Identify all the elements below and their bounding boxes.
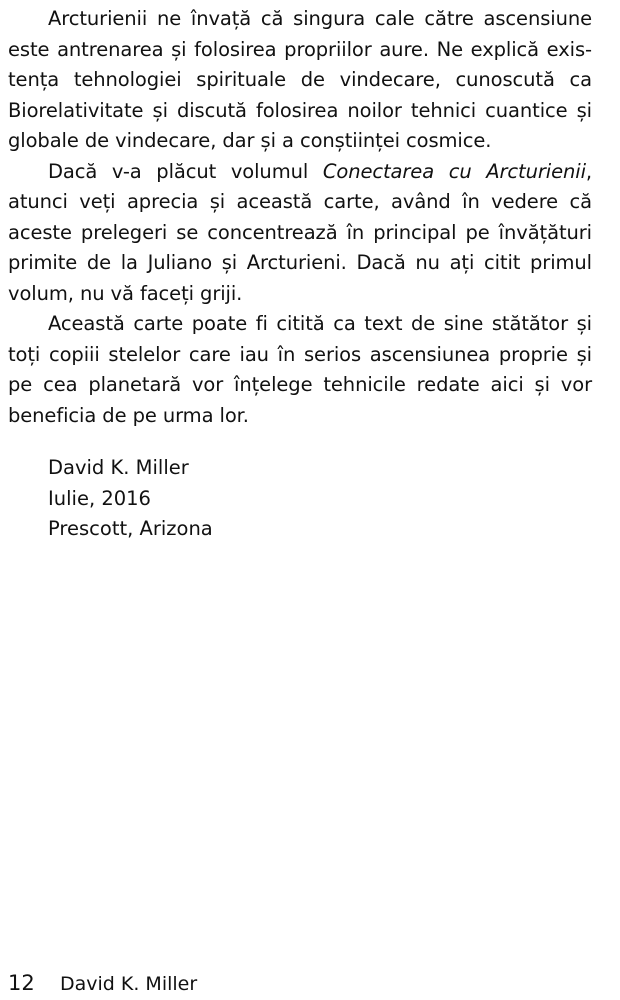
paragraph-2 — [8, 157, 592, 310]
text-line: aceste prelegeri se concentrează în principal pe învățături — [8, 220, 592, 244]
text-line: toți copiii stelelor care iau în serios ascensiunea proprie și — [8, 342, 592, 366]
text-line: primite de la Juliano și Arcturieni. Dacă nu ați citit primul — [8, 251, 592, 274]
text-line: pe cea planetară vor înțelege tehnicile redate aici și vor — [8, 373, 592, 396]
book-title: Conectarea cu Arcturienii — [322, 159, 586, 183]
signature-name: David K. Miller — [48, 456, 189, 479]
text-line: atunci veți aprecia și această carte, având în vedere că — [8, 190, 592, 213]
text-line: beneficia de pe urma lor. — [8, 403, 249, 427]
running-footer-author: David K. Miller — [60, 973, 198, 995]
text-line: Această carte poate fi citită ca text de sine stătător și — [48, 312, 592, 335]
signature-date: Iulie, 2016 — [48, 486, 151, 510]
signature-place: Prescott, Arizona — [48, 517, 213, 540]
page-body — [8, 4, 592, 431]
text-line — [8, 157, 592, 188]
text-line: Arcturienii ne învață că singura cale către ascensiune — [48, 7, 592, 30]
text-line: tența tehnologiei spirituale de vindecare, cunoscută ca — [8, 68, 592, 91]
signature-block — [48, 453, 213, 545]
text-line: volum, nu vă faceți griji. — [8, 281, 243, 305]
paragraph-3 — [8, 309, 592, 431]
text-line: este antrenarea și folosirea propriilor aure. Ne explică exis- — [8, 37, 592, 61]
page-footer — [8, 969, 197, 998]
text-segment: , — [585, 159, 592, 183]
text-line: Biorelativitate și discută folosirea noilor tehnici cuantice și — [8, 98, 592, 122]
text-segment: Dacă v-a plăcut volumul — [48, 159, 323, 183]
text-line: globale de vindecare, dar și a conștiinței cosmice. — [8, 129, 492, 152]
paragraph-1 — [8, 4, 592, 157]
page-number: 12 — [8, 971, 35, 995]
